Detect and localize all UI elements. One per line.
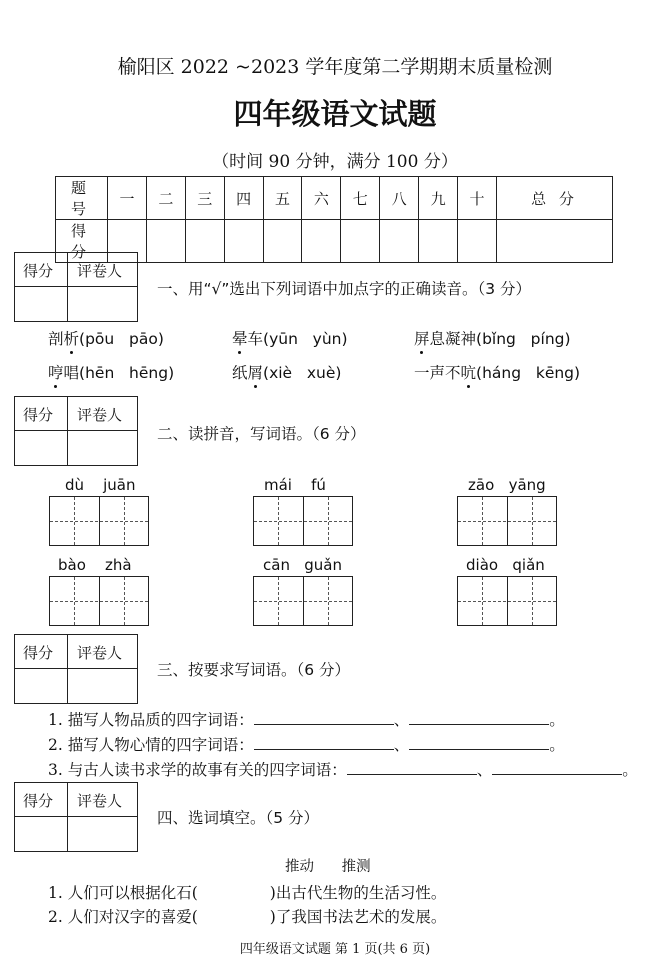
score-table-row-label: 题 号 [56,177,108,220]
score-col: 四 [224,177,263,220]
score-cell[interactable] [185,220,224,263]
score-cell[interactable] [419,220,458,263]
answer-blank[interactable] [409,711,549,725]
score-col-total: 总 分 [496,177,612,220]
grader-box [14,634,138,704]
question-item: 3. 与古人读书求学的故事有关的四字词语： 、 。 [48,761,638,779]
grader-score-label: 得分 [23,262,54,280]
exam-line: 榆阳区 2022 ~2023 学年度第二学期期末质量检测 [117,56,553,78]
grader-name-label: 评卷人 [77,644,123,662]
grader-score-label: 得分 [23,644,54,662]
grader-name-label: 评卷人 [77,792,123,810]
question-item: 2. 人们对汉字的喜爱( )了我国书法艺术的发展。 [48,908,447,926]
score-col: 十 [458,177,497,220]
answer-blank[interactable] [254,711,394,725]
question-item: 1. 人们可以根据化石( )出古代生物的生活习性。 [48,884,447,902]
score-col: 七 [341,177,380,220]
answer-blank[interactable] [492,761,622,775]
grader-score-label: 得分 [23,406,54,424]
page-footer: 四年级语文试题 第 1 页(共 6 页) [239,942,431,957]
grader-box [14,252,138,322]
pinyin-label: zāo yāng [468,476,546,494]
score-table [55,176,613,263]
writing-grid[interactable] [49,496,149,546]
score-cell[interactable] [341,220,380,263]
answer-blank[interactable] [409,736,549,750]
grader-score-label: 得分 [23,792,54,810]
grader-box [14,782,138,852]
score-table-header-row [56,177,613,220]
pinyin-choice-item[interactable]: 屏息凝神(bǐng píng) [414,327,571,349]
score-col: 九 [419,177,458,220]
pinyin-label: cān guǎn [263,556,342,574]
pinyin-label: diào qiǎn [466,556,545,574]
pinyin-label: dù juān [65,476,136,494]
section2-title: 二、读拼音，写词语。（6 分） [157,425,366,443]
score-col: 六 [302,177,341,220]
pinyin-choice-item[interactable]: 晕车(yūn yùn) [232,327,348,349]
question-item: 1. 描写人物品质的四字词语： 、 。 [48,711,565,729]
score-cell[interactable] [380,220,419,263]
writing-grid[interactable] [253,576,353,626]
pinyin-label: mái fú [264,476,326,494]
score-col: 五 [263,177,302,220]
score-cell[interactable] [263,220,302,263]
grader-box [14,396,138,466]
exam-subtitle: （时间 90 分钟，满分 100 分） [212,152,458,172]
writing-grid[interactable] [457,576,557,626]
question-item: 2. 描写人物心情的四字词语： 、 。 [48,736,565,754]
pinyin-choice-item[interactable]: 哼唱(hēn hēng) [48,361,174,383]
score-table-score-row [56,220,613,263]
section1-title: 一、用“√”选出下列词语中加点字的正确读音。（3 分） [157,280,531,298]
score-col: 八 [380,177,419,220]
section3-title: 三、按要求写词语。（6 分） [157,661,351,679]
answer-blank[interactable] [347,761,477,775]
score-cell[interactable] [458,220,497,263]
writing-grid[interactable] [49,576,149,626]
writing-grid[interactable] [457,496,557,546]
score-col: 三 [185,177,224,220]
score-cell[interactable] [224,220,263,263]
pinyin-choice-item[interactable]: 剖析(pōu pāo) [48,327,164,349]
word-options: 推动 推测 [285,859,371,875]
score-cell[interactable] [302,220,341,263]
score-col: 二 [146,177,185,220]
exam-title: 四年级语文试题 [233,97,437,131]
grader-name-label: 评卷人 [77,406,123,424]
score-col: 一 [108,177,147,220]
pinyin-choice-item[interactable]: 一声不吭(háng kēng) [414,361,580,383]
score-cell[interactable] [496,220,612,263]
writing-grid[interactable] [253,496,353,546]
section4-title: 四、选词填空。（5 分） [157,809,320,827]
score-cell[interactable] [146,220,185,263]
answer-blank[interactable] [254,736,394,750]
pinyin-choice-item[interactable]: 纸屑(xiè xuè) [232,361,341,383]
pinyin-label: bào zhà [58,556,132,574]
grader-name-label: 评卷人 [77,262,123,280]
score-table-row-label: 得 分 [56,220,108,263]
